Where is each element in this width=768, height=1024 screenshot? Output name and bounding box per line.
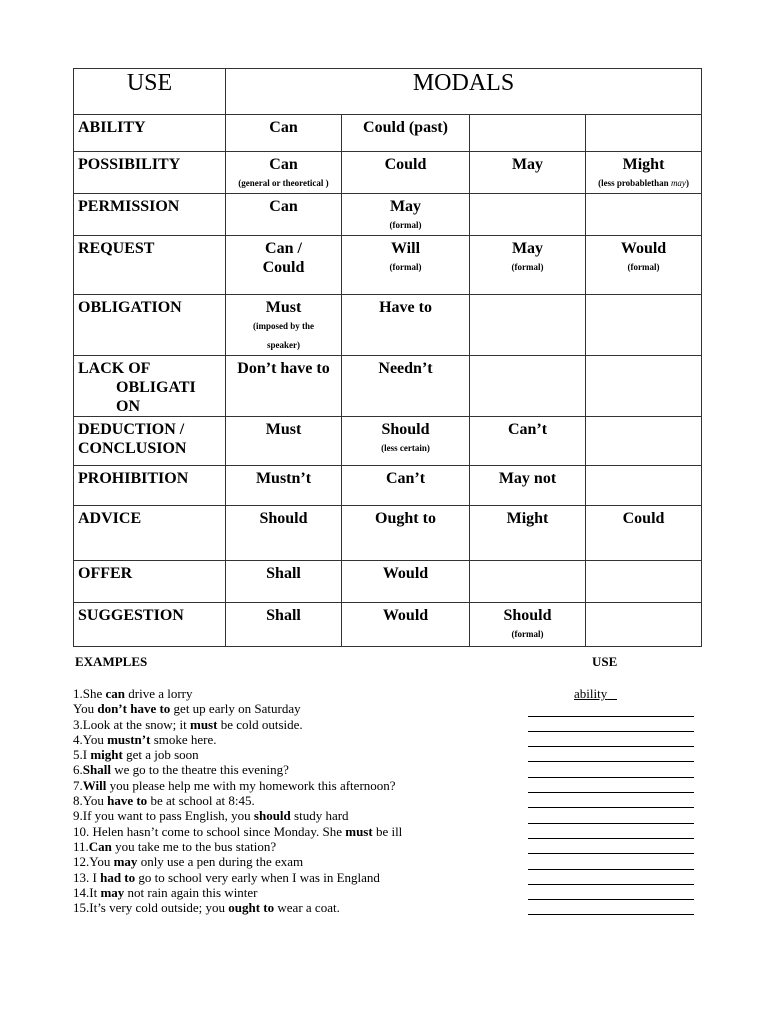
modal-cell: Would <box>342 603 470 647</box>
modal-cell <box>586 603 702 647</box>
modal-text: Can / <box>265 240 302 257</box>
modal-cell: Must <box>226 417 342 466</box>
modal-text: Would <box>620 240 667 257</box>
example-sentence: 9.If you want to pass English, you should study hard <box>73 808 349 824</box>
use-request: REQUEST <box>74 236 226 295</box>
example-sentence: 5.I might get a job soon <box>73 747 199 763</box>
answer-blank-line[interactable] <box>528 747 694 762</box>
modal-cell: Would <box>342 561 470 603</box>
modal-cell <box>470 561 586 603</box>
use-offer: OFFER <box>74 561 226 603</box>
modal-cell <box>470 236 586 295</box>
answer-blank-line[interactable] <box>528 717 694 732</box>
answer-blank-line[interactable] <box>528 854 694 869</box>
answers-list <box>528 686 698 915</box>
answer-blank-line[interactable] <box>528 885 694 900</box>
modal-note: (imposed by the <box>252 321 314 331</box>
modal-cell: Needn’t <box>342 356 470 417</box>
use-lack-of-obligation: LACK OF OBLIGATI ON <box>74 356 226 417</box>
example-sentence: 6.Shall we go to the theatre this evening? <box>73 762 289 778</box>
modal-note: speaker) <box>267 340 300 350</box>
answer-blank-line[interactable] <box>528 808 694 823</box>
modal-cell: Shall <box>226 603 342 647</box>
modal-cell <box>586 194 702 236</box>
modal-note: (formal) <box>389 220 422 230</box>
answer-blank-line[interactable] <box>528 778 694 793</box>
modal-cell <box>470 295 586 356</box>
example-sentence: 7.Will you please help me with my homework this afternoon? <box>73 777 396 793</box>
example-sentence: 10. Helen hasn’t come to school since Monday. She must be ill <box>73 823 403 839</box>
answer-blank-line[interactable] <box>528 900 694 915</box>
example-sentence: 13. I had to go to school very early when I was in England <box>73 869 380 885</box>
modal-cell: Can <box>226 194 342 236</box>
use-column-heading: USE <box>592 654 618 669</box>
answer-blank-line[interactable] <box>528 824 694 839</box>
modal-cell <box>586 152 702 194</box>
use-possibility: POSSIBILITY <box>74 152 226 194</box>
modal-cell: Can’t <box>342 466 470 506</box>
answer-blank-line[interactable] <box>528 870 694 885</box>
modal-cell: Have to <box>342 295 470 356</box>
modal-cell <box>586 561 702 603</box>
use-suggestion: SUGGESTION <box>74 603 226 647</box>
modal-note: (formal) <box>389 262 422 272</box>
example-sentence: 12.You may only use a pen during the exam <box>73 854 304 870</box>
modal-cell: Shall <box>226 561 342 603</box>
example-sentence: 8.You have to be at school at 8:45. <box>73 793 255 809</box>
modal-cell: Don’t have to <box>226 356 342 417</box>
modal-note: (general or theoretical ) <box>238 178 329 188</box>
examples-heading: EXAMPLES <box>75 654 148 669</box>
modal-cell <box>470 603 586 647</box>
modal-cell: Can’t <box>470 417 586 466</box>
modal-cell: Could <box>586 506 702 561</box>
modal-cell <box>586 356 702 417</box>
modal-cell: Could (past) <box>342 115 470 152</box>
modal-note: (formal) <box>511 629 544 639</box>
modal-cell: Mustn’t <box>226 466 342 506</box>
example-sentence: You don’t have to get up early on Saturday <box>73 701 301 717</box>
modal-cell <box>226 236 342 295</box>
example-sentence: 4.You mustn’t smoke here. <box>73 731 217 747</box>
example-sentence: 14.It may not rain again this winter <box>73 884 258 900</box>
modal-text: Could <box>262 259 305 276</box>
modal-cell <box>226 152 342 194</box>
use-ability: ABILITY <box>74 115 226 152</box>
modal-cell <box>586 466 702 506</box>
modal-text: Must <box>265 299 302 316</box>
modal-note: (less certain) <box>381 443 430 453</box>
use-advice: ADVICE <box>74 506 226 561</box>
modal-cell <box>342 236 470 295</box>
modal-text: May <box>511 240 544 257</box>
modal-cell <box>586 417 702 466</box>
modal-text: May <box>389 198 422 215</box>
answer-blank-line[interactable] <box>528 762 694 777</box>
answer-blank-line[interactable] <box>528 793 694 808</box>
answer-blank-line[interactable] <box>528 732 694 747</box>
example-sentence: 1.She can drive a lorry <box>73 686 193 701</box>
modal-cell <box>342 194 470 236</box>
answer-blank-line[interactable] <box>528 701 694 716</box>
example-sentence: 15.It’s very cold outside; you ought to wear a coat. <box>73 900 340 916</box>
modal-cell <box>342 417 470 466</box>
header-modals: MODALS <box>226 69 702 115</box>
modal-cell <box>470 194 586 236</box>
answer-example: ability <box>574 686 608 701</box>
modals-table <box>73 68 702 647</box>
modal-note: (formal) <box>511 262 544 272</box>
use-deduction: DEDUCTION / CONCLUSION <box>74 417 226 466</box>
example-sentence: 11.Can you take me to the bus station? <box>73 838 277 854</box>
modal-cell <box>226 295 342 356</box>
modal-cell: May not <box>470 466 586 506</box>
header-use: USE <box>74 69 226 115</box>
modal-cell <box>586 115 702 152</box>
modal-note: (less probablethan may) <box>598 178 689 188</box>
use-permission: PERMISSION <box>74 194 226 236</box>
modal-cell: Ought to <box>342 506 470 561</box>
modal-text: Might <box>622 156 665 173</box>
modal-cell <box>586 236 702 295</box>
modal-note: (formal) <box>627 262 660 272</box>
modal-text: Will <box>390 240 421 257</box>
modal-text: Should <box>381 421 430 438</box>
modal-cell <box>586 295 702 356</box>
modal-cell <box>470 356 586 417</box>
modal-cell: Could <box>342 152 470 194</box>
modal-cell: Might <box>470 506 586 561</box>
modal-cell: Can <box>226 115 342 152</box>
modal-cell: May <box>470 152 586 194</box>
use-obligation: OBLIGATION <box>74 295 226 356</box>
modal-text: Can <box>269 156 298 173</box>
modal-cell <box>470 115 586 152</box>
answer-blank-line[interactable] <box>528 839 694 854</box>
use-prohibition: PROHIBITION <box>74 466 226 506</box>
example-sentence: 3.Look at the snow; it must be cold outside. <box>73 716 303 732</box>
modal-cell: Should <box>226 506 342 561</box>
examples-list <box>73 686 533 915</box>
modal-text: Should <box>503 607 552 624</box>
